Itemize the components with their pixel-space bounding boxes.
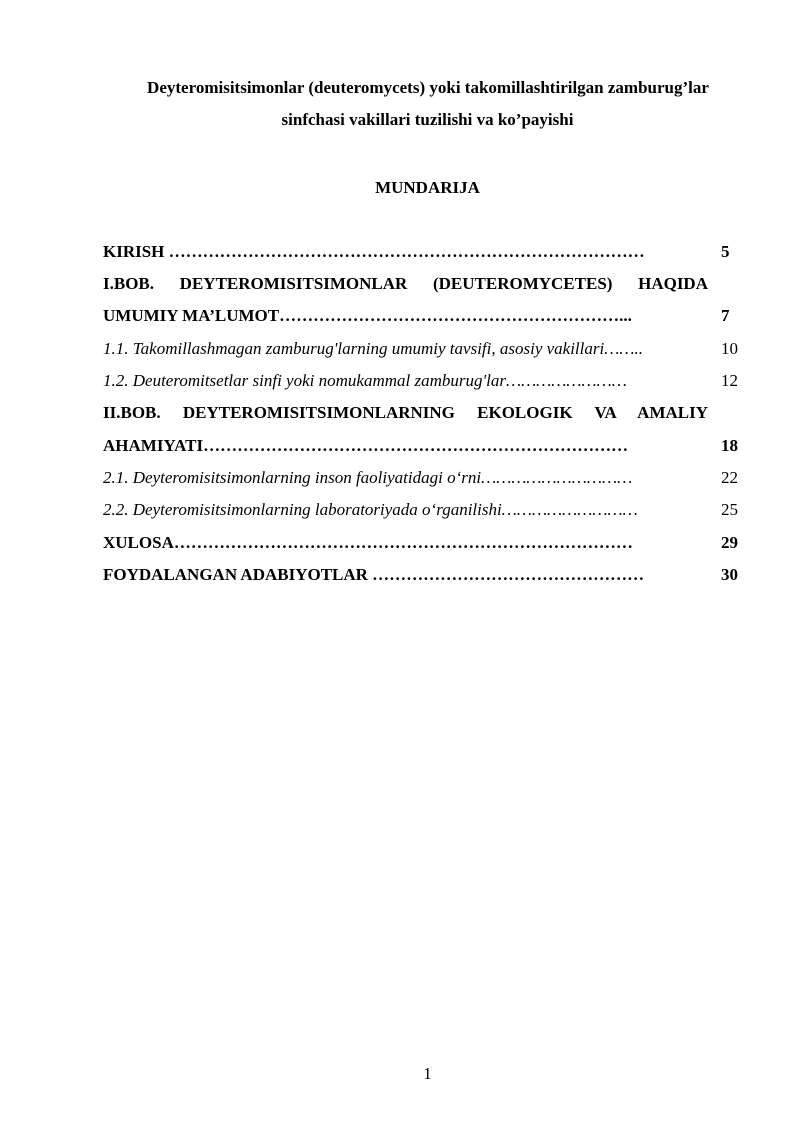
toc-entry-bob2-line1[interactable] — [103, 397, 743, 429]
toc-entry-text: 2.2. Deyteromisitsimonlarning laboratoriyada o‘rganilishi……………………… — [103, 500, 638, 519]
toc-entry-text: AHAMIYATI………………………………………………………………… — [103, 436, 629, 455]
toc-entry-text: 1.1. Takomillashmagan zamburug'larning umumiy tavsifi, asosiy vakillari…….. — [103, 339, 643, 358]
toc-entry-section-1-2[interactable] — [103, 365, 743, 397]
toc-page-number: 29 — [721, 533, 738, 552]
toc-entry-section-2-1[interactable] — [103, 462, 743, 494]
toc-entry-text: KIRISH ………………………………………………………………………… — [103, 242, 645, 261]
toc-entry-section-1-1[interactable] — [103, 333, 743, 365]
toc-page-number: 7 — [721, 306, 730, 325]
toc-entry-bob1-line1[interactable] — [103, 268, 743, 300]
document-title-line-2: sinfchasi vakillari tuzilishi va ko’payishi — [281, 110, 574, 129]
toc-page-number: 22 — [721, 468, 738, 487]
toc-entry-text: 1.2. Deuteromitsetlar sinfi yoki nomukammal zamburug'lar…………………… — [103, 371, 627, 390]
toc-entry-text: I.BOB. DEYTEROMISITSIMONLAR (DEUTEROMYCETES) HAQIDA — [103, 274, 708, 293]
toc-entry-text: FOYDALANGAN ADABIYOTLAR ………………………………………… — [103, 565, 645, 584]
toc-entry-section-2-2[interactable] — [103, 494, 743, 526]
toc-page-number: 25 — [721, 500, 738, 519]
toc-entry-text: II.BOB. DEYTEROMISITSIMONLARNING EKOLOGIK VA AMALIY — [103, 403, 708, 422]
toc-entry-text: UMUMIY MA’LUMOT……………………………………………………... — [103, 306, 632, 325]
toc-page-number: 10 — [721, 339, 738, 358]
toc-page-number: 5 — [721, 242, 730, 261]
toc-page-number: 30 — [721, 565, 738, 584]
toc-entry-bob2-line2[interactable] — [103, 430, 743, 462]
toc-page-number: 12 — [721, 371, 738, 390]
toc-entry-bob1-line2[interactable] — [103, 300, 743, 332]
contents-heading: MUNDARIJA — [375, 178, 480, 197]
document-title-line-1: Deyteromisitsimonlar (deuteromycets) yoki takomillashtirilgan zamburug’lar — [147, 78, 709, 97]
toc-entry-adabiyotlar[interactable] — [103, 559, 743, 591]
toc-entry-kirish[interactable] — [103, 236, 743, 268]
page-number: 1 — [423, 1064, 432, 1083]
toc-entry-text: 2.1. Deyteromisitsimonlarning inson faoliyatidagi o‘rni………………………… — [103, 468, 633, 487]
toc-page-number: 18 — [721, 436, 738, 455]
toc-entry-text: XULOSA……………………………………………………………………… — [103, 533, 633, 552]
toc-entry-xulosa[interactable] — [103, 527, 743, 559]
